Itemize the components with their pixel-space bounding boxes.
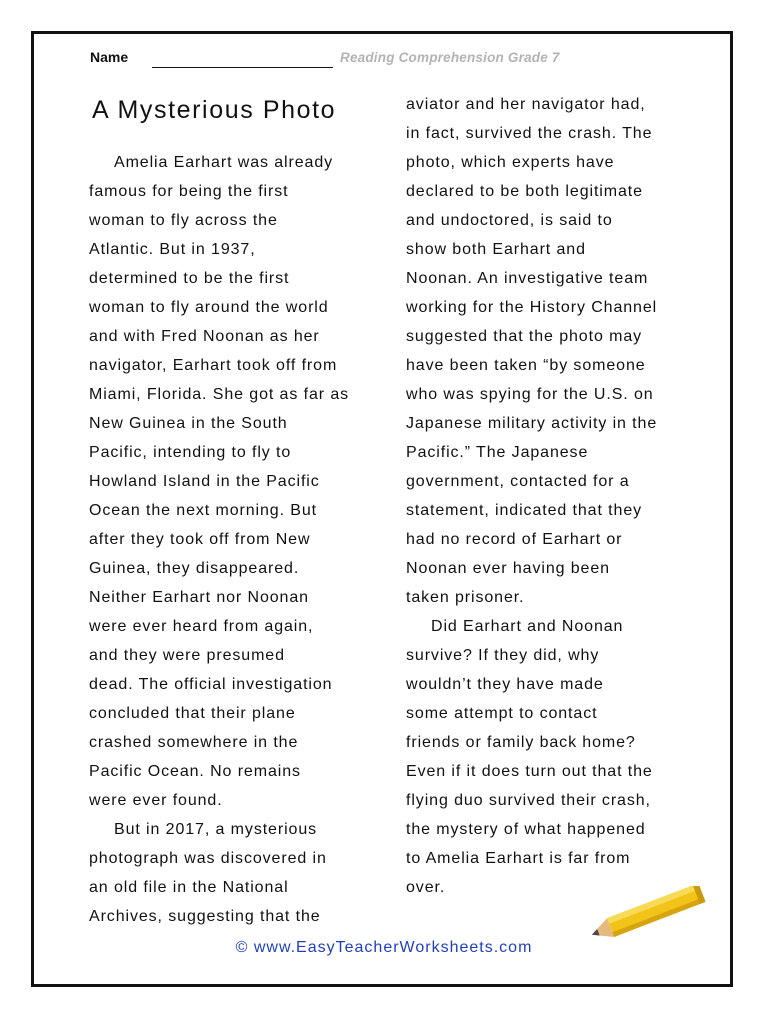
text-line: Pacific, intending to fly to — [89, 444, 292, 461]
grade-label: Reading Comprehension Grade 7 — [340, 50, 560, 65]
text-line: Amelia Earhart was already — [114, 154, 334, 171]
text-line: Guinea, they disappeared. — [89, 560, 300, 577]
text-line: photograph was discovered in — [89, 850, 327, 867]
text-line: have been taken “by someone — [406, 357, 646, 374]
text-line: Miami, Florida. She got as far as — [89, 386, 350, 403]
text-line: some attempt to contact — [406, 705, 598, 722]
text-line: after they took off from New — [89, 531, 311, 548]
text-line: Howland Island in the Pacific — [89, 473, 320, 490]
text-line: Pacific Ocean. No remains — [89, 763, 301, 780]
text-line: Ocean the next morning. But — [89, 502, 317, 519]
text-line: woman to fly around the world — [89, 299, 329, 316]
text-line: survive? If they did, why — [406, 647, 600, 664]
text-line: Neither Earhart nor Noonan — [89, 589, 309, 606]
text-line: photo, which experts have — [406, 154, 615, 171]
text-line: had no record of Earhart or — [406, 531, 623, 548]
text-line: declared to be both legitimate — [406, 183, 643, 200]
name-label: Name — [90, 49, 129, 65]
text-line: dead. The official investigation — [89, 676, 333, 693]
text-line: who was spying for the U.S. on — [406, 386, 654, 403]
text-line: to Amelia Earhart is far from — [406, 850, 631, 867]
text-line: in fact, survived the crash. The — [406, 125, 653, 142]
text-line: Did Earhart and Noonan — [431, 618, 624, 635]
name-input-line[interactable] — [152, 67, 333, 68]
text-line: taken prisoner. — [406, 589, 525, 606]
text-line: famous for being the first — [89, 183, 289, 200]
page-title: A Mysterious Photo — [92, 96, 337, 124]
text-line: were ever heard from again, — [89, 618, 314, 635]
text-line: Even if it does turn out that the — [406, 763, 653, 780]
left-column — [89, 148, 365, 931]
text-line: New Guinea in the South — [89, 415, 288, 432]
paragraph-3 — [406, 612, 706, 902]
text-line: navigator, Earhart took off from — [89, 357, 338, 374]
text-line: Pacific.” The Japanese — [406, 444, 589, 461]
text-line: and undoctored, is said to — [406, 212, 613, 229]
text-line: determined to be the first — [89, 270, 290, 287]
text-line: concluded that their plane — [89, 705, 296, 722]
footer-copyright-link[interactable]: © www.EasyTeacherWorksheets.com — [235, 939, 533, 956]
text-line: and they were presumed — [89, 647, 285, 664]
paragraph-2-continued — [406, 90, 706, 612]
text-line: working for the History Channel — [406, 299, 658, 316]
text-line: the mystery of what happened — [406, 821, 646, 838]
paragraph-2 — [89, 815, 365, 931]
text-line: crashed somewhere in the — [89, 734, 299, 751]
text-line: over. — [406, 879, 446, 896]
text-line: woman to fly across the — [89, 212, 278, 229]
text-line: Archives, suggesting that the — [89, 908, 321, 925]
text-line: wouldn’t they have made — [406, 676, 604, 693]
text-line: an old file in the National — [89, 879, 289, 896]
text-line: flying duo survived their crash, — [406, 792, 651, 809]
text-line: statement, indicated that they — [406, 502, 643, 519]
text-line: and with Fred Noonan as her — [89, 328, 320, 345]
text-line: aviator and her navigator had, — [406, 96, 646, 113]
text-line: Atlantic. But in 1937, — [89, 241, 256, 258]
text-line: were ever found. — [89, 792, 223, 809]
paragraph-1 — [89, 148, 365, 815]
text-line: suggested that the photo may — [406, 328, 643, 345]
text-line: show both Earhart and — [406, 241, 586, 258]
text-line: Noonan ever having been — [406, 560, 610, 577]
text-line: Noonan. An investigative team — [406, 270, 649, 287]
text-line: government, contacted for a — [406, 473, 630, 490]
right-column — [406, 90, 706, 902]
text-line: Japanese military activity in the — [406, 415, 658, 432]
text-line: friends or family back home? — [406, 734, 636, 751]
pencil-icon — [580, 886, 712, 947]
text-line: But in 2017, a mysterious — [114, 821, 318, 838]
